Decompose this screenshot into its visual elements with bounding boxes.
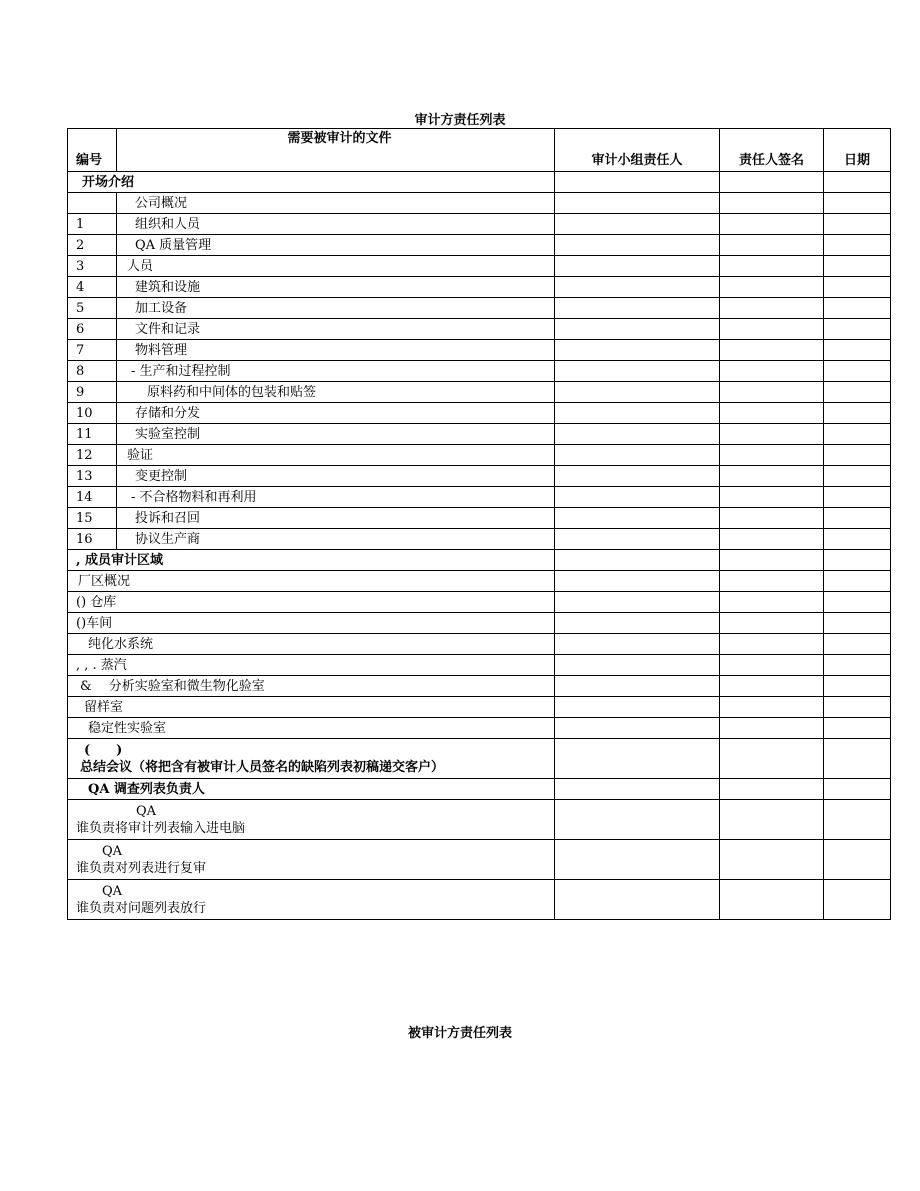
table-row (68, 340, 891, 361)
row-document: 投诉和召回 (117, 508, 555, 529)
cell-date[interactable] (824, 613, 891, 634)
cell-team-lead[interactable] (555, 403, 720, 424)
cell-signature[interactable] (720, 298, 824, 319)
cell-signature[interactable] (720, 256, 824, 277)
table-row (68, 571, 891, 592)
table-row (68, 634, 891, 655)
area-item: () 仓库 (68, 592, 555, 613)
cell-signature[interactable] (720, 697, 824, 718)
cell-team-lead[interactable] (555, 676, 720, 697)
cell-signature[interactable] (720, 466, 824, 487)
qa-item-role: QA (136, 803, 157, 819)
cell-date[interactable] (824, 550, 891, 571)
row-document: 公司概况 (117, 193, 555, 214)
header-signature: 责任人签名 (720, 129, 824, 172)
row-document: - 不合格物料和再利用 (117, 487, 555, 508)
cell-date[interactable] (824, 466, 891, 487)
table-row (68, 613, 891, 634)
table-row (68, 880, 891, 920)
table-row (68, 319, 891, 340)
row-number: 12 (68, 445, 117, 466)
cell-team-lead[interactable] (555, 235, 720, 256)
section-summary (68, 739, 555, 779)
cell-date[interactable] (824, 340, 891, 361)
table-row (68, 840, 891, 880)
table-row (68, 445, 891, 466)
cell-team-lead[interactable] (555, 382, 720, 403)
summary-paren: ( ) (84, 742, 123, 758)
cell-team-lead[interactable] (555, 550, 720, 571)
cell-team-lead[interactable] (555, 613, 720, 634)
table-row (68, 424, 891, 445)
cell-signature[interactable] (720, 779, 824, 800)
table-row (68, 800, 891, 840)
cell-signature[interactable] (720, 739, 824, 779)
cell-signature[interactable] (720, 172, 824, 193)
cell-signature[interactable] (720, 880, 824, 920)
cell-date[interactable] (824, 718, 891, 739)
cell-signature[interactable] (720, 676, 824, 697)
cell-team-lead[interactable] (555, 718, 720, 739)
table-header-row (68, 129, 891, 172)
cell-signature[interactable] (720, 424, 824, 445)
row-document: 组织和人员 (117, 214, 555, 235)
row-document: 协议生产商 (117, 529, 555, 550)
table-row (68, 403, 891, 424)
cell-date[interactable] (824, 529, 891, 550)
cell-team-lead[interactable] (555, 361, 720, 382)
cell-date[interactable] (824, 880, 891, 920)
area-rows (68, 571, 891, 739)
cell-date[interactable] (824, 298, 891, 319)
cell-team-lead[interactable] (555, 697, 720, 718)
cell-team-lead[interactable] (555, 487, 720, 508)
cell-signature[interactable] (720, 529, 824, 550)
opening-rows (68, 193, 891, 550)
qa-item (68, 840, 555, 880)
cell-signature[interactable] (720, 319, 824, 340)
cell-team-lead[interactable] (555, 445, 720, 466)
cell-signature[interactable] (720, 235, 824, 256)
row-document: QA 质量管理 (117, 235, 555, 256)
cell-team-lead[interactable] (555, 277, 720, 298)
row-number: 1 (68, 214, 117, 235)
cell-date[interactable] (824, 487, 891, 508)
row-document: - 生产和过程控制 (117, 361, 555, 382)
audit-responsibility-table (67, 128, 891, 920)
cell-date[interactable] (824, 172, 891, 193)
qa-item-role: QA (102, 843, 123, 859)
table-row (68, 193, 891, 214)
cell-date[interactable] (824, 739, 891, 779)
cell-date[interactable] (824, 634, 891, 655)
cell-date[interactable] (824, 361, 891, 382)
row-number: 6 (68, 319, 117, 340)
cell-team-lead[interactable] (555, 298, 720, 319)
cell-team-lead[interactable] (555, 634, 720, 655)
table-row (68, 361, 891, 382)
cell-team-lead[interactable] (555, 655, 720, 676)
cell-team-lead[interactable] (555, 529, 720, 550)
cell-team-lead[interactable] (555, 466, 720, 487)
row-document: 人员 (117, 256, 555, 277)
cell-signature[interactable] (720, 571, 824, 592)
cell-date[interactable] (824, 256, 891, 277)
row-document: 加工设备 (117, 298, 555, 319)
row-number: 2 (68, 235, 117, 256)
area-item: & 分析实验室和微生物化验室 (68, 676, 555, 697)
table-row (68, 529, 891, 550)
header-number: 编号 (68, 129, 117, 172)
cell-signature[interactable] (720, 487, 824, 508)
page-title: 审计方责任列表 (414, 113, 506, 128)
table-row (68, 487, 891, 508)
cell-date[interactable] (824, 655, 891, 676)
row-number: 15 (68, 508, 117, 529)
row-number (68, 193, 117, 214)
cell-signature[interactable] (720, 634, 824, 655)
table-row (68, 277, 891, 298)
table-row (68, 298, 891, 319)
cell-date[interactable] (824, 508, 891, 529)
qa-item-task: 谁负责对问题列表放行 (76, 900, 207, 916)
cell-date[interactable] (824, 277, 891, 298)
area-item: 留样室 (68, 697, 555, 718)
bottom-title: 被审计方责任列表 (407, 1026, 512, 1041)
qa-rows (68, 800, 891, 920)
cell-date[interactable] (824, 800, 891, 840)
table-row (68, 235, 891, 256)
row-document: 验证 (117, 445, 555, 466)
row-document: 文件和记录 (117, 319, 555, 340)
cell-team-lead[interactable] (555, 319, 720, 340)
cell-date[interactable] (824, 697, 891, 718)
cell-signature[interactable] (720, 214, 824, 235)
row-number: 10 (68, 403, 117, 424)
table-row (68, 256, 891, 277)
row-document: 变更控制 (117, 466, 555, 487)
cell-signature[interactable] (720, 613, 824, 634)
table-row (68, 676, 891, 697)
area-item: 纯化水系统 (68, 634, 555, 655)
cell-date[interactable] (824, 445, 891, 466)
cell-team-lead[interactable] (555, 214, 720, 235)
row-number: 8 (68, 361, 117, 382)
summary-meeting: 总结会议（将把含有被审计人员签名的缺陷列表初稿递交客户） (80, 759, 445, 775)
header-document (117, 129, 555, 172)
cell-team-lead[interactable] (555, 739, 720, 779)
header-date: 日期 (824, 129, 891, 172)
area-item: 稳定性实验室 (68, 718, 555, 739)
cell-team-lead[interactable] (555, 800, 720, 840)
cell-signature[interactable] (720, 361, 824, 382)
cell-date[interactable] (824, 779, 891, 800)
row-number: 13 (68, 466, 117, 487)
cell-signature[interactable] (720, 550, 824, 571)
row-document: 实验室控制 (117, 424, 555, 445)
cell-team-lead[interactable] (555, 571, 720, 592)
table-row (68, 697, 891, 718)
cell-team-lead[interactable] (555, 172, 720, 193)
cell-team-lead[interactable] (555, 840, 720, 880)
table-row (68, 466, 891, 487)
cell-date[interactable] (824, 424, 891, 445)
cell-team-lead[interactable] (555, 508, 720, 529)
cell-signature[interactable] (720, 840, 824, 880)
table-row (68, 508, 891, 529)
cell-team-lead[interactable] (555, 193, 720, 214)
row-number: 3 (68, 256, 117, 277)
cell-date[interactable] (824, 193, 891, 214)
section-member-areas: , 成员审计区域 (68, 550, 555, 571)
cell-date[interactable] (824, 571, 891, 592)
header-document-label: 需要被审计的文件 (287, 131, 392, 146)
table-row (68, 655, 891, 676)
row-number: 14 (68, 487, 117, 508)
row-number: 5 (68, 298, 117, 319)
cell-team-lead[interactable] (555, 779, 720, 800)
cell-date[interactable] (824, 403, 891, 424)
section-row-qa-owner (68, 779, 891, 800)
table-row (68, 718, 891, 739)
qa-item (68, 800, 555, 840)
header-team-lead: 审计小组责任人 (555, 129, 720, 172)
qa-item (68, 880, 555, 920)
table-row (68, 214, 891, 235)
cell-team-lead[interactable] (555, 340, 720, 361)
qa-item-task: 谁负责对列表进行复审 (76, 860, 207, 876)
cell-signature[interactable] (720, 340, 824, 361)
row-number: 16 (68, 529, 117, 550)
row-number: 9 (68, 382, 117, 403)
cell-date[interactable] (824, 235, 891, 256)
cell-team-lead[interactable] (555, 592, 720, 613)
row-number: 11 (68, 424, 117, 445)
cell-signature[interactable] (720, 592, 824, 613)
cell-signature[interactable] (720, 718, 824, 739)
cell-team-lead[interactable] (555, 880, 720, 920)
row-document: 存储和分发 (117, 403, 555, 424)
qa-item-task: 谁负责将审计列表输入进电脑 (76, 820, 246, 836)
section-opening: 开场介绍 (68, 172, 555, 193)
area-item: ()车间 (68, 613, 555, 634)
cell-date[interactable] (824, 592, 891, 613)
cell-team-lead[interactable] (555, 256, 720, 277)
cell-date[interactable] (824, 676, 891, 697)
section-row-opening (68, 172, 891, 193)
cell-date[interactable] (824, 382, 891, 403)
cell-date[interactable] (824, 319, 891, 340)
table-row (68, 382, 891, 403)
cell-signature[interactable] (720, 382, 824, 403)
row-document: 原料药和中间体的包装和贴签 (117, 382, 555, 403)
table-row (68, 592, 891, 613)
qa-item-role: QA (102, 883, 123, 899)
cell-signature[interactable] (720, 277, 824, 298)
area-item: , , . 蒸汽 (68, 655, 555, 676)
section-row-summary (68, 739, 891, 779)
row-document: 建筑和设施 (117, 277, 555, 298)
cell-signature[interactable] (720, 403, 824, 424)
cell-signature[interactable] (720, 193, 824, 214)
area-item: 厂区概况 (68, 571, 555, 592)
cell-team-lead[interactable] (555, 424, 720, 445)
cell-signature[interactable] (720, 445, 824, 466)
section-qa-owner: QA 调查列表负责人 (68, 779, 555, 800)
cell-signature[interactable] (720, 508, 824, 529)
row-document: 物料管理 (117, 340, 555, 361)
row-number: 4 (68, 277, 117, 298)
section-row-member-areas (68, 550, 891, 571)
cell-signature[interactable] (720, 800, 824, 840)
row-number: 7 (68, 340, 117, 361)
cell-date[interactable] (824, 840, 891, 880)
cell-date[interactable] (824, 214, 891, 235)
cell-signature[interactable] (720, 655, 824, 676)
